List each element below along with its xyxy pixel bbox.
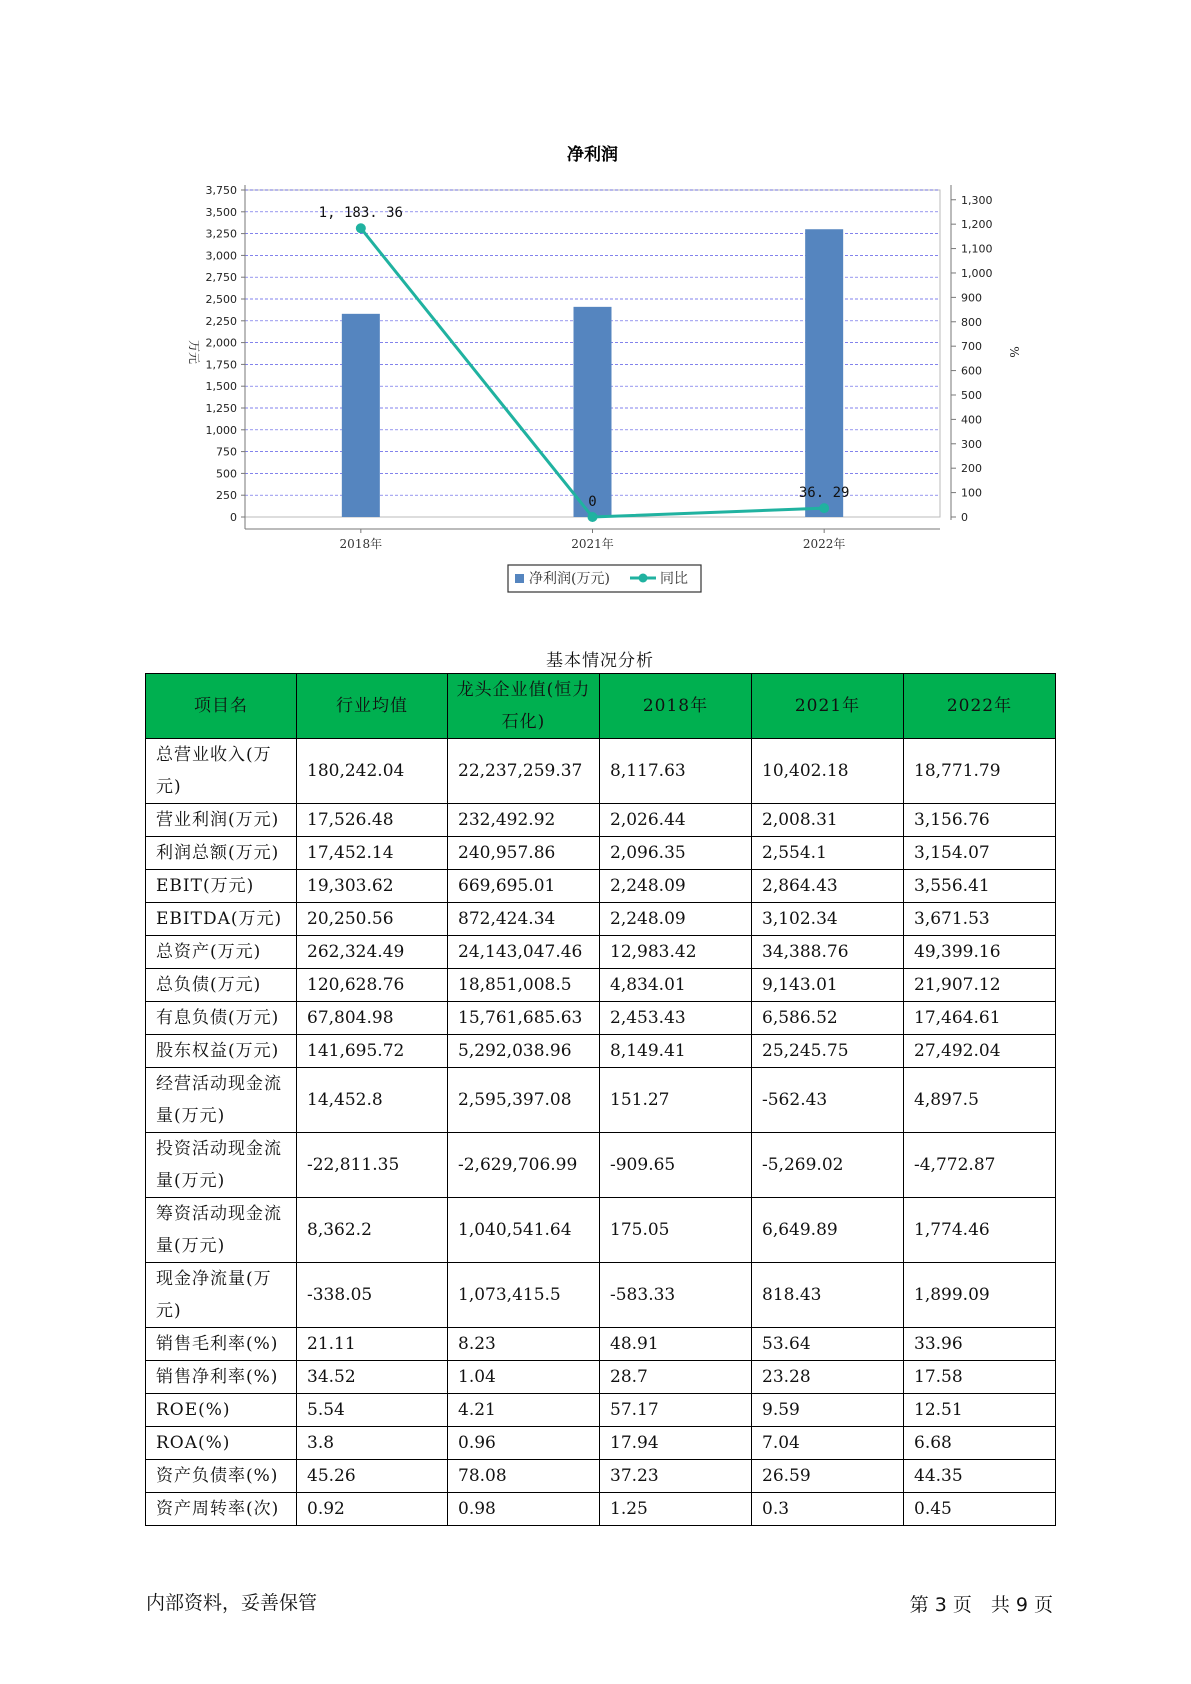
chart-title: 净利润 [567, 145, 618, 165]
table-cell: -2,629,706.99 [448, 1133, 600, 1198]
table-cell: 2,554.1 [752, 837, 904, 870]
basic-analysis-table [145, 673, 1056, 1526]
y-tick-label: 3,250 [205, 227, 237, 241]
table-cell: 669,695.01 [448, 870, 600, 903]
y-right-tick-label: 0 [961, 511, 968, 524]
bar [805, 229, 843, 517]
table-cell: 53.64 [752, 1328, 904, 1361]
table-cell: 78.08 [448, 1460, 600, 1493]
table-cell: 1,899.09 [904, 1263, 1056, 1328]
y-tick-label: 3,750 [205, 184, 237, 197]
table-row [146, 1460, 1056, 1493]
table-cell: 7.04 [752, 1427, 904, 1460]
table-cell: 262,324.49 [297, 936, 448, 969]
table-cell: 21,907.12 [904, 969, 1056, 1002]
y-tick-label: 1,000 [205, 423, 237, 437]
table-cell: 4.21 [448, 1394, 600, 1427]
table-cell: 1,040,541.64 [448, 1198, 600, 1263]
table-cell: 67,804.98 [297, 1002, 448, 1035]
row-label: 有息负债(万元) [146, 1002, 297, 1035]
row-label: EBITDA(万元) [146, 903, 297, 936]
row-label: 营业利润(万元) [146, 804, 297, 837]
table-cell: 6.68 [904, 1427, 1056, 1460]
table-cell: 0.96 [448, 1427, 600, 1460]
x-tick-label: 2022年 [802, 537, 846, 551]
table-row [146, 837, 1056, 870]
table-row [146, 903, 1056, 936]
table-cell: 49,399.16 [904, 936, 1056, 969]
table-cell: 5,292,038.96 [448, 1035, 600, 1068]
table-cell: 19,303.62 [297, 870, 448, 903]
table-cell: 45.26 [297, 1460, 448, 1493]
table-cell: 25,245.75 [752, 1035, 904, 1068]
table-cell: 5.54 [297, 1394, 448, 1427]
table-row [146, 1493, 1056, 1526]
table-cell: 57.17 [600, 1394, 752, 1427]
table-cell: -338.05 [297, 1263, 448, 1328]
table-cell: 2,248.09 [600, 870, 752, 903]
table-row [146, 1394, 1056, 1427]
table-row [146, 1361, 1056, 1394]
table-cell: 4,897.5 [904, 1068, 1056, 1133]
table-cell: 151.27 [600, 1068, 752, 1133]
row-label: 销售净利率(%) [146, 1361, 297, 1394]
y-tick-label: 3,000 [205, 249, 237, 263]
table-cell: 15,761,685.63 [448, 1002, 600, 1035]
row-label: 股东权益(万元) [146, 1035, 297, 1068]
table-cell: 28.7 [600, 1361, 752, 1394]
table-cell: -5,269.02 [752, 1133, 904, 1198]
table-cell: 2,595,397.08 [448, 1068, 600, 1133]
table-cell: 12.51 [904, 1394, 1056, 1427]
table-cell: 872,424.34 [448, 903, 600, 936]
table-cell: 0.98 [448, 1493, 600, 1526]
table-cell: 18,771.79 [904, 739, 1056, 804]
table-cell: 6,649.89 [752, 1198, 904, 1263]
table-row [146, 936, 1056, 969]
table-cell: 2,864.43 [752, 870, 904, 903]
y-tick-label: 1,250 [205, 402, 237, 415]
table-cell: 9.59 [752, 1394, 904, 1427]
y-tick-label: 250 [216, 489, 237, 503]
data-label: 36. 29 [798, 485, 850, 502]
table-cell: 34.52 [297, 1361, 448, 1394]
row-label: 经营活动现金流量(万元) [146, 1068, 297, 1133]
table-cell: 14,452.8 [297, 1068, 448, 1133]
header-industry-avg: 行业均值 [297, 674, 448, 739]
table-cell: 2,453.43 [600, 1002, 752, 1035]
table-row [146, 1002, 1056, 1035]
yoy-point [588, 512, 598, 522]
table-cell: 9,143.01 [752, 969, 904, 1002]
legend-bar-swatch [515, 574, 524, 583]
table-row [146, 804, 1056, 837]
y-tick-label: 2,500 [205, 293, 237, 306]
table-cell: -22,811.35 [297, 1133, 448, 1198]
header-item-name: 项目名 [146, 674, 297, 739]
table-cell: 8,149.41 [600, 1035, 752, 1068]
row-label: 资产周转率(次) [146, 1493, 297, 1526]
y-right-tick-label: 1,200 [961, 218, 993, 232]
y-tick-label: 750 [216, 445, 237, 459]
row-label: 筹资活动现金流量(万元) [146, 1198, 297, 1263]
y-right-axis-title: % [1007, 346, 1021, 358]
table-cell: 17.58 [904, 1361, 1056, 1394]
y-right-tick-label: 700 [961, 340, 982, 354]
table-cell: -562.43 [752, 1068, 904, 1133]
table-cell: 1.25 [600, 1493, 752, 1526]
table-cell: 8.23 [448, 1328, 600, 1361]
table-cell: 0.45 [904, 1493, 1056, 1526]
y-tick-label: 0 [230, 511, 237, 524]
y-right-tick-label: 600 [961, 364, 982, 378]
header-leader-value: 龙头企业值(恒力石化) [448, 674, 600, 739]
y-tick-label: 500 [216, 467, 237, 481]
table-cell: 44.35 [904, 1460, 1056, 1493]
row-label: 总负债(万元) [146, 969, 297, 1002]
table-cell: 3,556.41 [904, 870, 1056, 903]
table-cell: 232,492.92 [448, 804, 600, 837]
table-cell: 17,526.48 [297, 804, 448, 837]
table-cell: 3.8 [297, 1427, 448, 1460]
y-right-tick-label: 1,300 [961, 193, 993, 207]
table-cell: 0.92 [297, 1493, 448, 1526]
row-label: 现金净流量(万元) [146, 1263, 297, 1328]
net-profit-chart [0, 0, 1191, 600]
y-right-tick-label: 800 [961, 315, 982, 329]
table-cell: -583.33 [600, 1263, 752, 1328]
table-cell: 3,156.76 [904, 804, 1056, 837]
table-row [146, 1198, 1056, 1263]
table-cell: 1,774.46 [904, 1198, 1056, 1263]
table-row [146, 1035, 1056, 1068]
legend-label-line: 同比 [660, 571, 688, 587]
table-body [146, 739, 1056, 1526]
bar [342, 314, 380, 517]
table-cell: 26.59 [752, 1460, 904, 1493]
table-cell: 20,250.56 [297, 903, 448, 936]
y-tick-label: 3,500 [205, 205, 237, 219]
y-right-tick-label: 1,100 [961, 242, 993, 256]
header-2018: 2018年 [600, 674, 752, 739]
table-cell: 818.43 [752, 1263, 904, 1328]
yoy-point [356, 223, 366, 233]
row-label: EBIT(万元) [146, 870, 297, 903]
table-cell: 4,834.01 [600, 969, 752, 1002]
table-row [146, 1133, 1056, 1198]
table-cell: 34,388.76 [752, 936, 904, 969]
y-tick-label: 1,500 [205, 380, 237, 394]
table-cell: 8,362.2 [297, 1198, 448, 1263]
table-cell: 2,026.44 [600, 804, 752, 837]
table-cell: 3,154.07 [904, 837, 1056, 870]
data-label: 0 [588, 494, 597, 510]
y-right-tick-label: 500 [961, 388, 982, 402]
table-cell: 21.11 [297, 1328, 448, 1361]
table-cell: 17,452.14 [297, 837, 448, 870]
footer-page-number: 第 3 页 共 9 页 [909, 1594, 1053, 1616]
row-label: 投资活动现金流量(万元) [146, 1133, 297, 1198]
y-tick-label: 2,000 [205, 336, 237, 350]
table-row [146, 739, 1056, 804]
legend-line-marker [639, 574, 648, 583]
row-label: 资产负债率(%) [146, 1460, 297, 1493]
table-caption: 基本情况分析 [546, 651, 654, 671]
data-label: 1, 183. 36 [318, 205, 403, 222]
table-cell: 141,695.72 [297, 1035, 448, 1068]
header-2022: 2022年 [904, 674, 1056, 739]
footer-confidential-note: 内部资料，妥善保管 [146, 1592, 318, 1614]
row-label: ROA(%) [146, 1427, 297, 1460]
y-axis-title: 万元 [187, 339, 201, 365]
table-cell: 24,143,047.46 [448, 936, 600, 969]
table-cell: 6,586.52 [752, 1002, 904, 1035]
row-label: ROE(%) [146, 1394, 297, 1427]
y-right-tick-label: 900 [961, 291, 982, 305]
row-label: 总营业收入(万元) [146, 739, 297, 804]
table-cell: 175.05 [600, 1198, 752, 1263]
yoy-point [819, 503, 829, 513]
table-cell: -909.65 [600, 1133, 752, 1198]
table-cell: 18,851,008.5 [448, 969, 600, 1002]
y-tick-label: 2,750 [205, 271, 237, 285]
table-row [146, 969, 1056, 1002]
table-header-row [146, 674, 1056, 739]
table-cell: 3,671.53 [904, 903, 1056, 936]
chart-canvas [0, 0, 1191, 600]
table-cell: 22,237,259.37 [448, 739, 600, 804]
table-cell: 17,464.61 [904, 1002, 1056, 1035]
legend-label-bar: 净利润(万元) [529, 571, 610, 587]
x-tick-label: 2021年 [571, 537, 614, 551]
table-cell: 1.04 [448, 1361, 600, 1394]
header-2021: 2021年 [752, 674, 904, 739]
table-cell: 2,096.35 [600, 837, 752, 870]
bar [574, 307, 612, 517]
row-label: 总资产(万元) [146, 936, 297, 969]
y-right-tick-label: 100 [961, 486, 982, 500]
table-cell: 1,073,415.5 [448, 1263, 600, 1328]
row-label: 销售毛利率(%) [146, 1328, 297, 1361]
y-tick-label: 2,250 [205, 314, 237, 328]
table-row [146, 1427, 1056, 1460]
table-cell: 0.3 [752, 1493, 904, 1526]
table-cell: 27,492.04 [904, 1035, 1056, 1068]
table-cell: 48.91 [600, 1328, 752, 1361]
y-tick-label: 1,750 [205, 358, 237, 372]
row-label: 利润总额(万元) [146, 837, 297, 870]
y-right-tick-label: 200 [961, 462, 982, 476]
table-row [146, 870, 1056, 903]
table-cell: 3,102.34 [752, 903, 904, 936]
table-cell: 120,628.76 [297, 969, 448, 1002]
table-row [146, 1263, 1056, 1328]
table-cell: 33.96 [904, 1328, 1056, 1361]
table-cell: 12,983.42 [600, 936, 752, 969]
table-cell: 37.23 [600, 1460, 752, 1493]
y-right-tick-label: 400 [961, 413, 982, 427]
table-row [146, 1068, 1056, 1133]
table-cell: 23.28 [752, 1361, 904, 1394]
x-tick-label: 2018年 [339, 537, 383, 551]
y-right-tick-label: 1,000 [961, 266, 993, 280]
table-cell: 8,117.63 [600, 739, 752, 804]
y-right-tick-label: 300 [961, 437, 982, 451]
table-cell: 240,957.86 [448, 837, 600, 870]
table-cell: 2,008.31 [752, 804, 904, 837]
table-cell: 180,242.04 [297, 739, 448, 804]
table-cell: 2,248.09 [600, 903, 752, 936]
table-cell: -4,772.87 [904, 1133, 1056, 1198]
table-row [146, 1328, 1056, 1361]
table-cell: 17.94 [600, 1427, 752, 1460]
table-cell: 10,402.18 [752, 739, 904, 804]
